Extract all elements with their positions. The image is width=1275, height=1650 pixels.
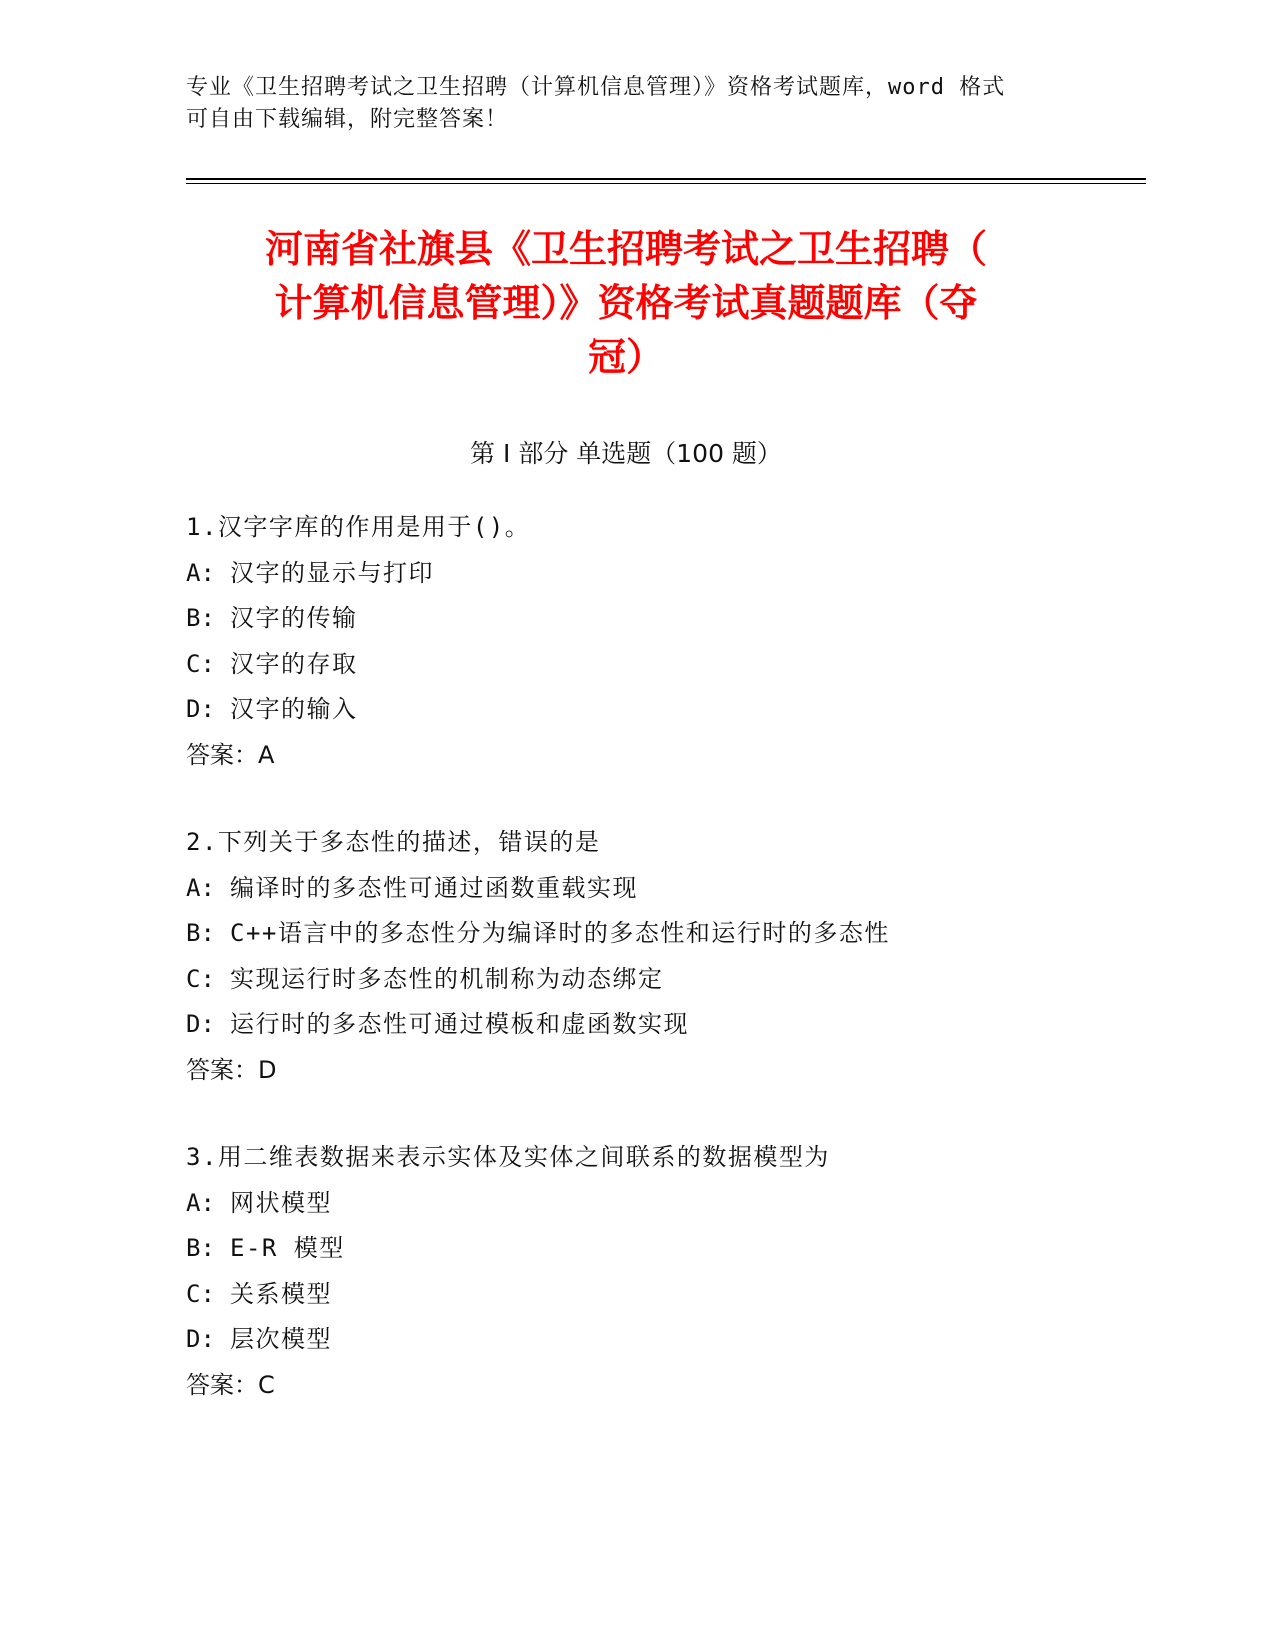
- option-a: [186, 551, 1146, 597]
- option-label: A:: [186, 558, 215, 587]
- header-divider-thick: [186, 178, 1146, 180]
- option-text: 汉字的存取: [230, 649, 358, 678]
- header-line-1: 专业《卫生招聘考试之卫生招聘（计算机信息管理）》资格考试题库，word 格式: [186, 75, 1006, 100]
- option-d: [186, 1002, 1146, 1048]
- document-header: [186, 72, 1076, 136]
- title-line-3: 冠）: [587, 335, 664, 379]
- option-d: [186, 1317, 1146, 1363]
- option-c: [186, 642, 1146, 688]
- option-text: C++语言中的多态性分为编译时的多态性和运行时的多态性: [230, 919, 890, 947]
- header-divider-thin: [186, 183, 1146, 184]
- option-d: [186, 687, 1146, 733]
- option-text: 运行时的多态性可通过模板和虚函数实现: [230, 1010, 689, 1038]
- option-label: B:: [186, 919, 215, 947]
- header-line-2: 可自由下载编辑，附完整答案！: [186, 107, 509, 132]
- question-stem: 2.下列关于多态性的描述，错误的是: [186, 828, 601, 856]
- option-c: [186, 957, 1146, 1003]
- option-label: C:: [186, 1279, 215, 1308]
- question-block: [186, 1135, 1146, 1408]
- section-title: 第 I 部分 单选题（100 题）: [470, 439, 782, 468]
- option-text: E-R 模型: [230, 1234, 345, 1262]
- answer-line: 答案：C: [186, 1370, 275, 1399]
- option-label: C:: [186, 649, 215, 678]
- option-label: A:: [186, 1188, 215, 1217]
- option-text: 网状模型: [230, 1188, 332, 1217]
- option-text: 汉字的传输: [230, 604, 358, 632]
- option-label: D:: [186, 1010, 215, 1038]
- option-a: [186, 1181, 1146, 1227]
- option-b: [186, 911, 1146, 957]
- option-label: B:: [186, 1234, 215, 1262]
- option-label: C:: [186, 964, 215, 993]
- option-label: B:: [186, 604, 215, 632]
- question-block: [186, 505, 1146, 778]
- title-line-2: 计算机信息管理）》资格考试真题题库（夺: [274, 281, 978, 325]
- option-a: [186, 866, 1146, 912]
- answer-line: 答案：D: [186, 1055, 277, 1084]
- option-text: 关系模型: [230, 1279, 332, 1308]
- option-text: 实现运行时多态性的机制称为动态绑定: [230, 964, 664, 993]
- option-label: A:: [186, 873, 215, 902]
- option-label: D:: [186, 695, 215, 723]
- question-stem: 3.用二维表数据来表示实体及实体之间联系的数据模型为: [186, 1143, 830, 1171]
- document-title: [186, 222, 1066, 384]
- question-stem: 1.汉字字库的作用是用于()。: [186, 513, 531, 541]
- answer-line: 答案：A: [186, 740, 275, 769]
- option-label: D:: [186, 1325, 215, 1353]
- option-text: 编译时的多态性可通过函数重载实现: [230, 873, 638, 902]
- option-b: [186, 596, 1146, 642]
- option-b: [186, 1226, 1146, 1272]
- option-text: 层次模型: [230, 1325, 332, 1353]
- option-text: 汉字的输入: [230, 695, 358, 723]
- question-block: [186, 820, 1146, 1093]
- option-text: 汉字的显示与打印: [230, 558, 434, 587]
- option-c: [186, 1272, 1146, 1318]
- title-line-1: 河南省社旗县《卫生招聘考试之卫生招聘（: [264, 227, 987, 271]
